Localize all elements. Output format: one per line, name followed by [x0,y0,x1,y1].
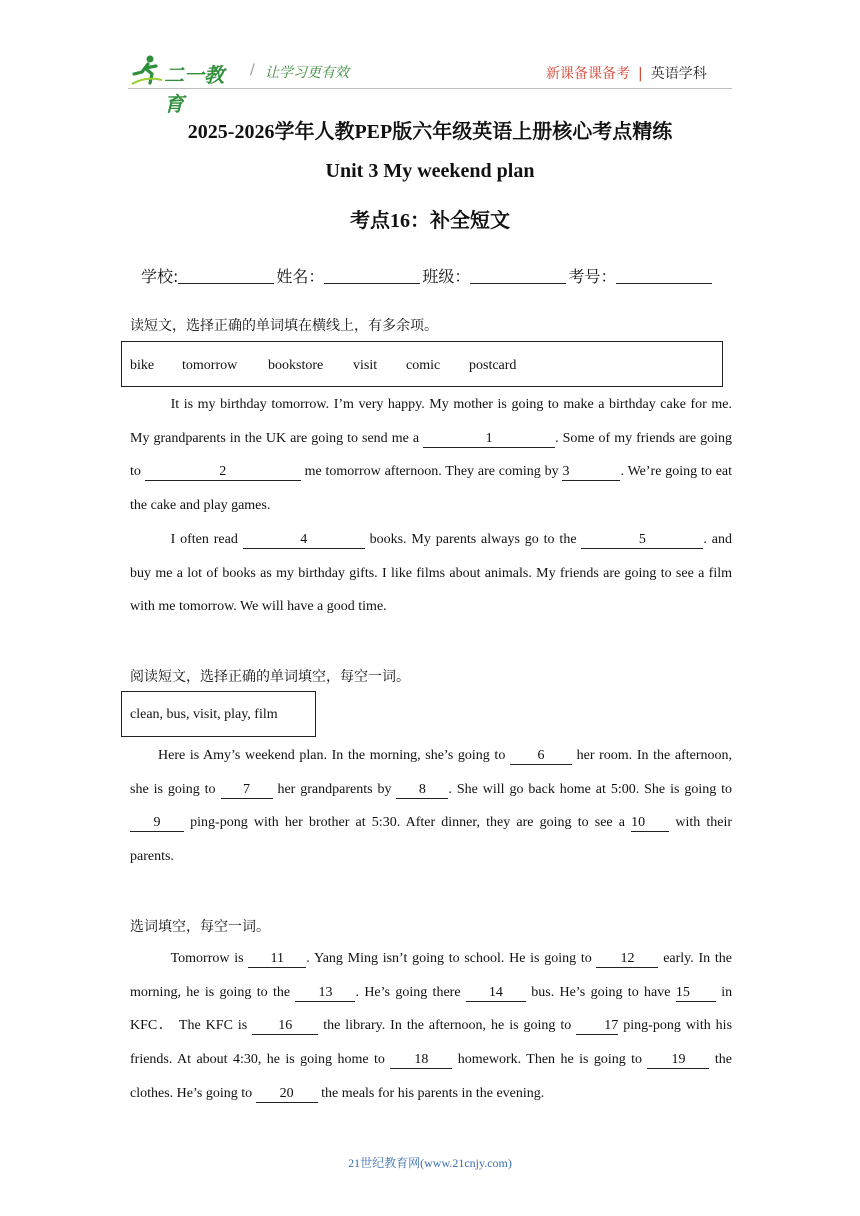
student-info-row [141,264,714,287]
school-blank[interactable] [178,269,274,284]
section1-word-box [121,341,723,387]
passage-text: the meals for his parents in the evening. [321,1085,545,1101]
passage-text: in KFC． The KFC is [130,984,733,1034]
blank-16[interactable]: 16 [252,1018,318,1035]
blank-17[interactable]: 17 [576,1018,618,1035]
name-label: 姓名： [276,267,325,286]
topic-title: 考点16：补全短文 [350,210,510,232]
word-option: postcard [469,358,517,373]
section3-paragraph [130,942,732,1111]
passage-text: bus. He’s going to have [531,984,671,1000]
school-label: 学校: [141,267,179,286]
blank-9[interactable]: 9 [130,815,184,832]
section3-instruction: 选词填空，每空一词。 [130,919,270,935]
header-subject-label: 英语学科 [650,66,707,82]
section1-instruction: 读短文，选择正确的单词填在横线上，有多余项。 [130,318,438,334]
running-man-logo-icon [130,54,164,86]
number-blank[interactable] [616,269,712,284]
passage-text: . He’s going there [355,984,461,1000]
page-footer[interactable]: 21世纪教育网(www.21cnjy.com) [348,1156,512,1170]
word-option: visit [353,358,378,373]
passage-text: It is my birthday tomorrow. I’m very happy. My mother is going to make a birthday cake for me. My grandparents in the UK are going to send me a [130,397,732,446]
passage-text: the clothes. He’s going to [130,1052,733,1101]
passage-text: her room. In the afternoon, she is going to [130,748,732,797]
name-blank[interactable] [324,269,420,284]
passage-text: books. My parents always go to the [369,531,577,547]
blank-1[interactable]: 1 [423,431,555,448]
section1-paragraph1 [130,388,732,523]
passage-text: . We’re going to eat the cake and play games. [130,464,733,514]
section2-word-box [121,691,316,737]
header-right [546,63,707,83]
passage-text: her grandparents by [277,781,392,797]
number-label: 考号： [568,267,617,286]
blank-11[interactable]: 11 [248,951,306,968]
blank-6[interactable]: 6 [510,748,572,765]
word-option: comic [406,358,441,373]
blank-20[interactable]: 20 [256,1086,318,1103]
blank-3[interactable]: 3 [562,464,620,481]
section2-passage [130,739,732,874]
blank-19[interactable]: 19 [647,1052,709,1069]
logo-text: 二一教育 [164,63,224,116]
passage-text: . Yang Ming isn’t going to school. He is going to [306,951,592,966]
blank-12[interactable]: 12 [596,951,658,968]
passage-text: me tomorrow afternoon. They are coming by [304,464,559,480]
passage-text: . She will go back home at 5:00. She is going to [448,781,733,797]
passage-text: ping-pong with her brother at 5:30. After dinner, they are going to see a [190,815,625,831]
header-slash: / [250,62,255,78]
blank-8[interactable]: 8 [396,782,448,799]
passage-text: the library. In the afternoon, he is going to [323,1018,572,1034]
word-options: clean, bus, visit, play, film [130,707,278,722]
passage-text: . Some of my friends are going to [130,430,733,480]
section1-passage [130,388,732,624]
section2-paragraph [130,739,732,874]
passage-text: Tomorrow is [170,951,244,966]
word-option: bookstore [268,358,324,373]
passage-text: . and buy me a lot of books as my birthday gifts. I like films about animals. My friends are going to see a film with me tomorrow. We will have a good time. [130,531,732,615]
header-separator: | [638,66,643,82]
blank-15[interactable]: 15 [676,985,716,1002]
word-option: tomorrow [182,358,238,373]
passage-text: with their parents. [130,815,733,865]
class-label: 班级： [422,267,471,286]
passage-text: Here is Amy’s weekend plan. In the morning, she’s going to [158,748,506,763]
passage-text: I often read [170,531,238,547]
blank-2[interactable]: 2 [145,464,301,481]
blank-10[interactable]: 10 [631,815,669,832]
unit-title: Unit 3 My weekend plan [325,160,535,182]
header-course-label: 新课备课备考 [546,66,630,82]
passage-text: early. In the morning, he is going to the [130,951,732,1000]
section3-passage [130,942,732,1111]
passage-text: homework. Then he is going to [457,1052,643,1068]
header-slogan: 让学习更有效 [265,65,349,81]
blank-14[interactable]: 14 [466,985,526,1002]
page-title: 2025-2026学年人教PEP版六年级英语上册核心考点精练 [187,121,673,143]
header-divider [128,88,732,89]
word-option: bike [130,358,155,373]
section2-instruction: 阅读短文，选择正确的单词填空，每空一词。 [130,669,410,685]
section1-paragraph2 [130,523,732,624]
blank-5[interactable]: 5 [581,532,703,549]
blank-4[interactable]: 4 [243,532,365,549]
blank-7[interactable]: 7 [221,782,273,799]
blank-18[interactable]: 18 [390,1052,452,1069]
class-blank[interactable] [470,269,566,284]
blank-13[interactable]: 13 [295,985,355,1002]
passage-text: ping-pong with his friends. At about 4:30, he is going home to [130,1018,733,1068]
logo [130,54,242,116]
